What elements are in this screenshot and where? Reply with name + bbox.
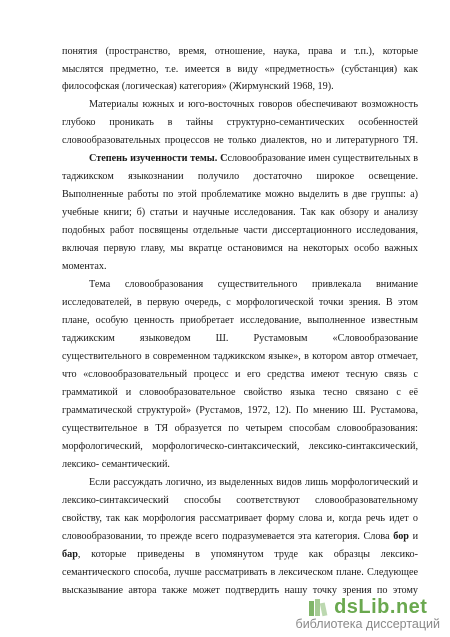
text-line: понятия (пространство, время, отношение, наука, права и т.п.), которые (62, 46, 418, 57)
text-line: что «словообразовательный процесс и его средства имеют тесную связь с (62, 369, 418, 380)
text-line: словообразовательных процессов не только диалектов, но и литературного ТЯ. (62, 135, 418, 146)
term-bor: бор (393, 531, 409, 542)
text-line: включая первую главу, мы вкратце остановимся на некоторых особо важных (62, 243, 418, 254)
text-line: семантического способа, лучше рассматривать в лексическом плане. Следующее (62, 567, 418, 578)
section-heading: Степень изученности темы. (89, 153, 218, 164)
text-fragment: словообразовании, то прежде всего подразумевается эта категория. Слова (62, 531, 390, 542)
text-fragment: , которые приведены в упомянутом труде как образцы лексико- (77, 549, 418, 560)
text-line: морфологический, морфологическо-синтаксический, лексико-синтаксический, (62, 441, 418, 452)
term-bar: бар (62, 549, 78, 560)
text-line (62, 548, 418, 562)
text-line: плане, особую ценность приобретает исследование, выполненное известным (62, 315, 418, 326)
text-line: таджикском языкознании получило достаточно широкое освещение. (62, 171, 418, 182)
text-line: лексико- семантический. (62, 459, 170, 470)
text-fragment: словообразование имен существительных в (227, 153, 418, 164)
watermark (296, 596, 440, 631)
text-line: глубоко проникать в тайны структурно-семантических особенностей (62, 117, 418, 128)
watermark-logo: dsLib.net (334, 596, 428, 618)
text-line: существительное в ТЯ образуется по четырем способам словообразования: (62, 423, 418, 434)
section-heading-line (89, 152, 418, 166)
text-line: существительного в современном таджикском языке», в котором автор отмечает, (62, 351, 418, 362)
text-line: Тема словообразования существительного привлекала внимание (89, 279, 418, 290)
text-line: философская (логическая) категория» (Жирмунский 1968, 19). (62, 81, 334, 92)
watermark-caption: библиотека диссертаций (295, 617, 440, 631)
text-line: свойству, так как морфология рассматривает форму слова и, когда речь идет о (62, 513, 418, 524)
text-line: лексико-синтаксический способы соответствуют словообразовательному (62, 495, 418, 506)
text-line: грамматической структурой» (Рустамов, 1972, 12). По мнению Ш. Рустамова, (62, 405, 418, 416)
text-line: Выполненные работы по этой проблематике можно выделить в две группы: а) (62, 189, 418, 200)
bold-initial: С (220, 153, 228, 164)
text-line: грамматикой и словообразовательное свойство языка тесно связано с её (62, 387, 418, 398)
text-line: учебные книги; б) статьи и научные исследования. Так как обзору и анализу (62, 207, 418, 218)
text-line: высказывание автора также может подтвердить нашу точку зрения по этому (62, 585, 418, 596)
text-fragment: и (412, 531, 418, 542)
text-line: исследователей, в первую очередь, с морфологической точки зрения. В этом (62, 297, 418, 308)
text-line: подобных работ посвящены отдельные части диссертационного исследования, (62, 225, 418, 236)
text-line (62, 530, 418, 544)
text-line: таджикским языковедом Ш. Рустамовым «Словообразование (62, 333, 418, 344)
text-line: Материалы южных и юго-восточных говоров обеспечивают возможность (89, 99, 418, 110)
text-line: моментах. (62, 261, 107, 272)
book-stack-icon (308, 598, 330, 618)
text-line: мыслятся предметно, т.е. имеется в виду «предметность» (субстанция) как (62, 64, 418, 75)
text-line: Если рассуждать логично, из выделенных видов лишь морфологический и (89, 477, 418, 488)
